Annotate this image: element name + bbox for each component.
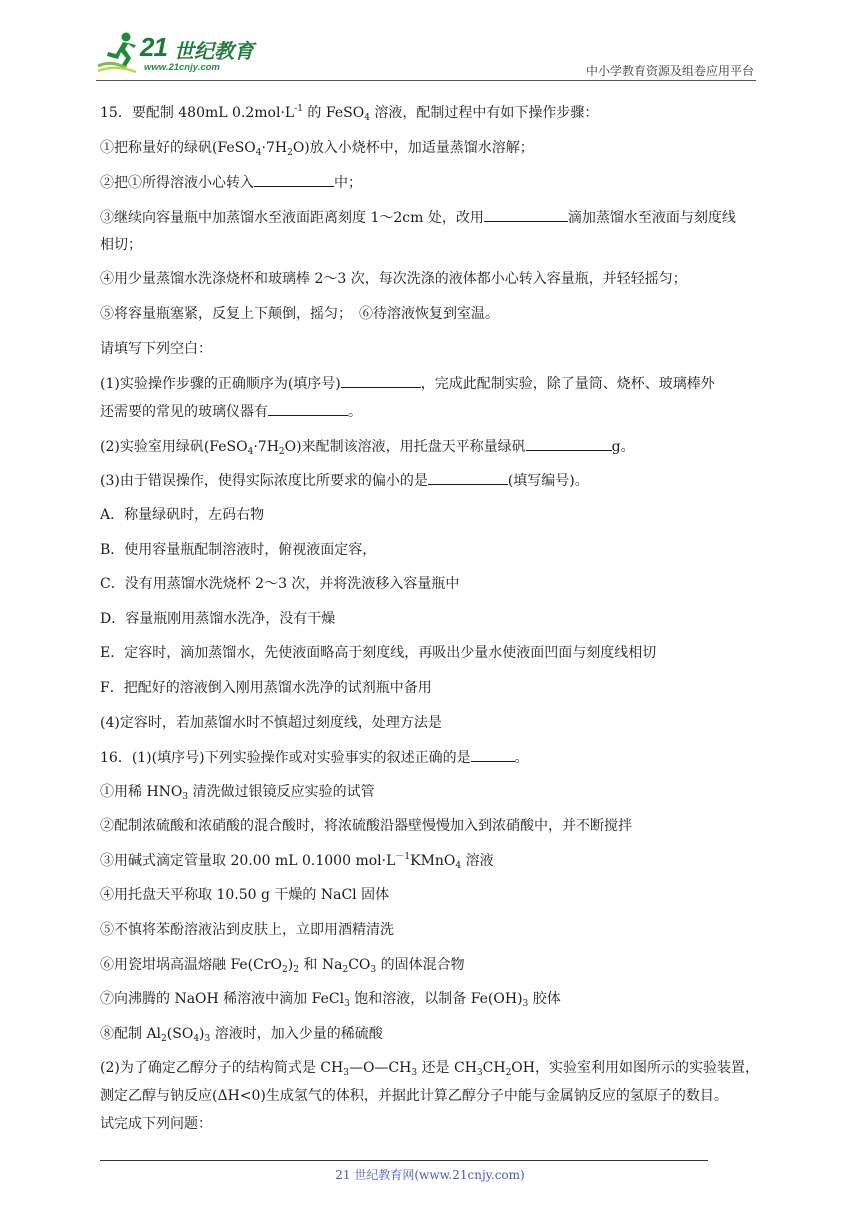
answer-blank[interactable]: [341, 373, 421, 388]
q15-part-4: (4)定容时，若加蒸馏水时不慎超过刻度线，处理方法是: [100, 714, 442, 731]
answer-blank[interactable]: [471, 747, 515, 762]
q15-step-2: ②把①所得溶液小心转入 中；: [100, 172, 764, 207]
q16-part-2-line-2: 测定乙醇与钠反应(ΔH<0)生成氢气的体积，并据此计算乙醇分子中能与金属钠反应的氢原子的数目。: [100, 1088, 728, 1105]
q15-step-1: ①把称量好的绿矾$(FeSO_4\cdot 7H_2O)$放入小烧杯中，加适量蒸馏水溶解；: [100, 139, 534, 158]
q16-item-6: ⑥用瓷坩埚高温熔融 $Fe(CrO_2)_2$ 和 $Na_2CO_3$ 的固体混合物: [100, 956, 465, 975]
site-logo: [96, 28, 266, 78]
q16-part-2: (2)为了确定乙醇分子的结构简式是 $CH_3—O—CH_3$ 还是 $CH_3CH_2OH$，实验室利用如图所示的实验装置，: [100, 1060, 759, 1079]
q15-part-2: (2)实验室用绿矾$(FeSO_4\cdot 7H_2O)$来配制该溶液，用托盘天平称量绿矾 g。: [100, 436, 764, 471]
answer-blank[interactable]: [484, 207, 568, 222]
answer-blank[interactable]: [254, 172, 334, 187]
q15-option-a: A．称量绿矾时，左码右物: [100, 506, 265, 523]
q16-item-5: ⑤不慎将苯酚溶液沾到皮肤上，立即用酒精清洗: [100, 922, 394, 939]
q15-prompt: 请填写下列空白：: [100, 340, 212, 357]
q16-item-1: ①用稀 $HNO_3$ 清洗做过银镜反应实验的试管: [100, 783, 375, 802]
page-footer: 21 世纪教育网(www.21cnjy.com): [335, 1168, 525, 1182]
q15-step-3-cont: 相切；: [100, 236, 142, 253]
q15-step-4: ④用少量蒸馏水洗涤烧杯和玻璃棒 2～3 次，每次洗涤的液体都小心转入容量瓶，并轻轻摇匀；: [100, 271, 687, 288]
q15-part-1-cont: 还需要的常见的玻璃仪器有 。: [100, 401, 764, 436]
q16-item-3: ③用碱式滴定管量取 20.00 mL 0.1000 $mol\cdot L^{-1}KMnO_4$ 溶液: [100, 851, 494, 871]
q15-step-3: ③继续向容量瓶中加蒸馏水至液面距离刻度 1～2cm 处，改用 滴加蒸馏水至液面与刻度线: [100, 207, 764, 235]
logo-url: www.21cnjy.com: [144, 62, 220, 73]
header-platform-text: 中小学教育资源及组卷应用平台: [585, 64, 754, 78]
q15-part-3: (3)由于错误操作，使得实际浓度比所要求的偏小的是 (填写编号)。: [100, 470, 764, 505]
runner-icon: [96, 30, 142, 76]
answer-blank[interactable]: [428, 470, 508, 485]
document-body: [100, 103, 764, 1149]
q15-stem: 15．要配制 480mL $0.2mol\cdot L^{-1}$ 的 FeSO$_4$ 溶液，配制过程中有如下操作步骤：: [100, 104, 599, 123]
answer-blank[interactable]: [526, 436, 612, 451]
q16-part-2-line-3: 试完成下列问题：: [100, 1116, 212, 1133]
q15-option-c: C．没有用蒸馏水洗烧杯 2～3 次，并将洗液移入容量瓶中: [100, 576, 460, 593]
page-header: [96, 28, 756, 80]
header-divider: [96, 80, 756, 81]
q16-item-8: ⑧配制 $Al_2(SO_4)_3$ 溶液时，加入少量的稀硫酸: [100, 1025, 383, 1044]
q16-item-4: ④用托盘天平称取 10.50 g 干燥的 NaCl 固体: [100, 887, 390, 904]
q15-part-1: (1)实验操作步骤的正确顺序为(填序号) ，完成此配制实验，除了量筒、烧杯、玻璃棒外: [100, 373, 764, 401]
q15-option-b: B．使用容量瓶配制溶液时，俯视液面定容，: [100, 541, 377, 558]
q16-stem: 16．(1)(填序号)下列实验操作或对实验事实的叙述正确的是 。: [100, 747, 764, 782]
logo-text: 世纪教育: [174, 39, 254, 63]
q16-item-7: ⑦向沸腾的 NaOH 稀溶液中滴加 FeCl$_3$ 饱和溶液，以制备 $Fe(OH)_3$ 胶体: [100, 991, 561, 1010]
q15-option-d: D．容量瓶刚用蒸馏水洗净，没有干燥: [100, 610, 336, 627]
answer-blank[interactable]: [268, 401, 348, 416]
q15-option-e: E．定容时，滴加蒸馏水，先使液面略高于刻度线，再吸出少量水使液面凹面与刻度线相切: [100, 645, 657, 662]
footer-divider: [100, 1160, 708, 1161]
logo-number: 21: [140, 32, 167, 62]
q15-option-f: F．把配好的溶液倒入刚用蒸馏水洗净的试剂瓶中备用: [100, 679, 432, 696]
q15-step-5-6: ⑤将容量瓶塞紧，反复上下颠倒，摇匀； ⑥待溶液恢复到室温。: [100, 305, 499, 322]
q16-item-2: ②配制浓硫酸和浓硝酸的混合酸时，将浓硫酸沿器壁慢慢加入到浓硝酸中，并不断搅拌: [100, 818, 632, 835]
